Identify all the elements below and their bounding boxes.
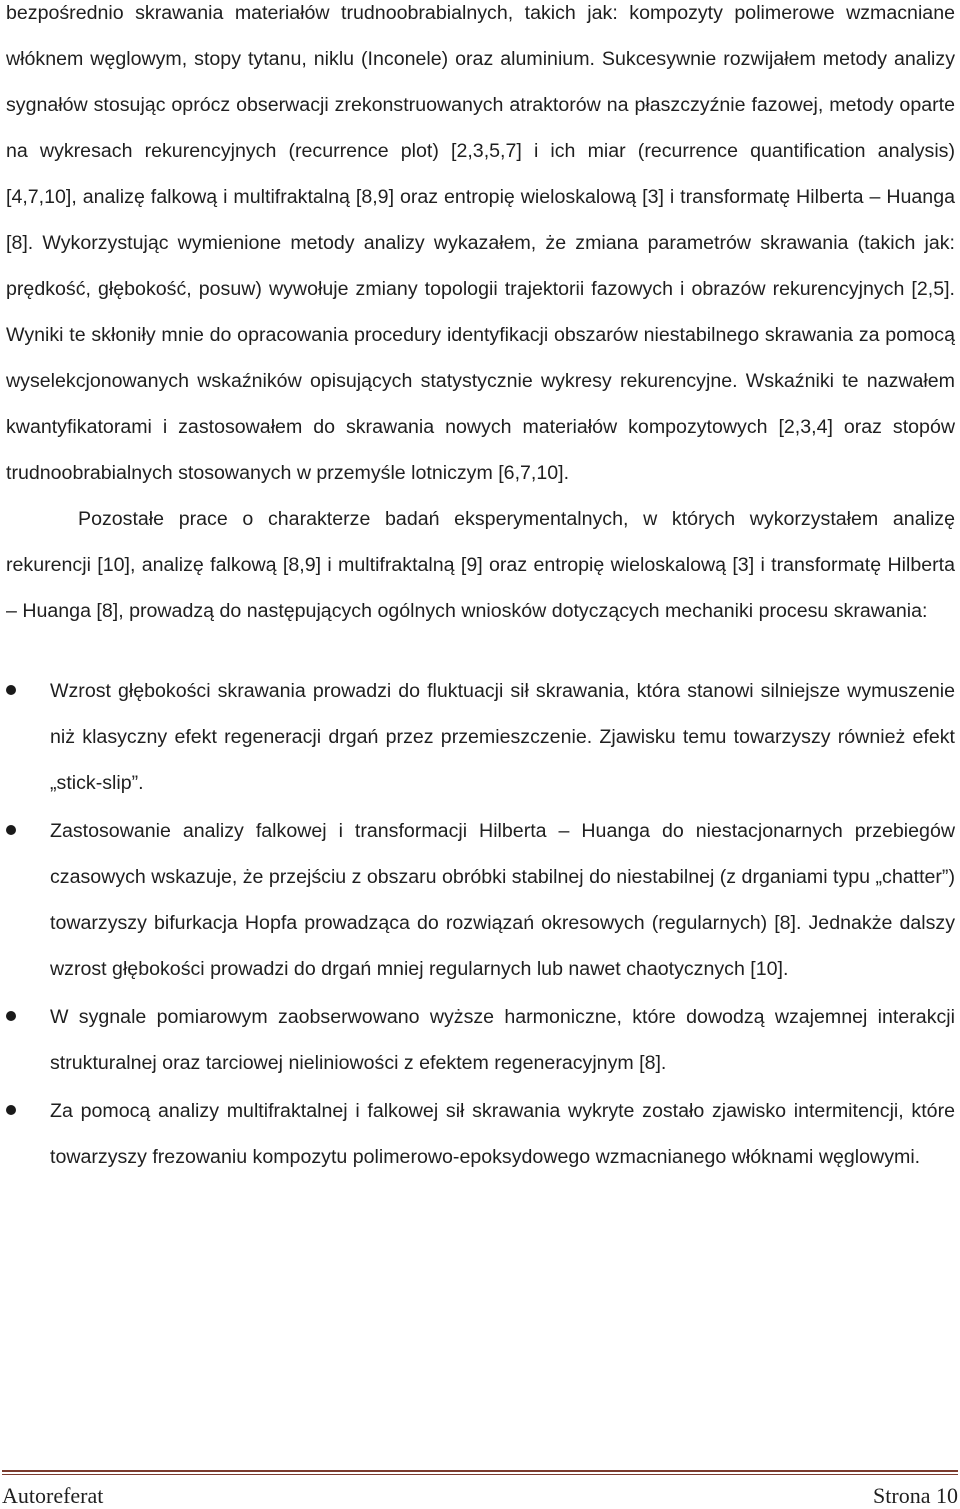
bullet-dot-icon [6, 1105, 16, 1115]
footer-rule-thin [2, 1474, 958, 1475]
paragraph-methods: bezpośrednio skrawania materiałów trudnoobrabialnych, takich jak: kompozyty polimerowe wzmacniane włóknem węglowym, stopy tytanu, niklu (Inconele) oraz aluminium. Sukcesywnie rozwijałem metody analizy sygnałów stosując oprócz obserwacji zrekonstruowanych atraktorów na płaszczyźnie fazowej, metody oparte na wykresach rekurencyjnych (recurrence plot) [2,3,5,7] i ich miar (recurrence quantification analysis) [4,7,10], analizę falkową i multifraktalną [8,9] oraz entropię wieloskalową [3] i transformatę Hilberta – Huanga [8]. Wykorzystując wymienione metody analizy wykazałem, że zmiana parametrów skrawania (takich jak: prędkość, głębokość, posuw) wywołuje zmiany topologii trajektorii fazowych i obrazów rekurencyjnych [2,5]. Wyniki te skłoniły mnie do opracowania procedury identyfikacji obszarów niestabilnego skrawania za pomocą wyselekcjonowanych wskaźników opisujących statystycznie wykresy rekurencyjne. Wskaźniki te nazwałem kwantyfikatorami i zastosowałem do skrawania nowych materiałów kompozytowych [2,3,4] oraz stopów trudnoobrabialnych stosowanych w przemyśle lotniczym [6,7,10]. [6, 2, 955, 484]
bullet-dot-icon [6, 1011, 16, 1021]
page-footer [2, 1470, 958, 1509]
list-item-text: W sygnale pomiarowym zaobserwowano wyższe harmoniczne, które dowodzą wzajemnej interakcji strukturalnej oraz tarciowej nieliniowości z efektem regeneracyjnym [8]. [50, 1006, 955, 1074]
paragraph-conclusions-intro: Pozostałe prace o charakterze badań eksperymentalnych, w których wykorzystałem analizę rekurencji [10], analizę falkową [8,9] i multifraktalną [9] oraz entropię wieloskalową [3] i transformatę Hilberta – Huanga [8], prowadzą do następujących ogólnych wniosków dotyczących mechaniki procesu skrawania: [6, 508, 955, 622]
list-item-text: Zastosowanie analizy falkowej i transformacji Hilberta – Huanga do niestacjonarnych przebiegów czasowych wskazuje, że przejściu z obszaru obróbki stabilnej do niestabilnej (z drganiami typu „chatter”) towarzyszy bifurkacja Hopfa prowadząca do rozwiązań okresowych (regularnych) [8]. Jednakże dalszy wzrost głębokości prowadzi do drgań mniej regularnych lub nawet chaotycznych [10]. [50, 820, 955, 980]
footer-rule-thick [2, 1470, 958, 1472]
footer-row [2, 1483, 958, 1509]
list-item-text: Wzrost głębokości skrawania prowadzi do fluktuacji sił skrawania, która stanowi silniejsze wymuszenie niż klasyczny efekt regeneracji drgań przez przemieszczenie. Zjawisku temu towarzyszy również efekt „stick-slip”. [50, 680, 955, 794]
bullet-dot-icon [6, 825, 16, 835]
list-item [6, 1088, 955, 1180]
footer-page-number: Strona 10 [873, 1483, 958, 1508]
bullet-dot-icon [6, 685, 16, 695]
document-body [6, 0, 955, 1182]
list-item [6, 994, 955, 1086]
list-item [6, 808, 955, 992]
list-item-text: Za pomocą analizy multifraktalnej i falkowej sił skrawania wykryte zostało zjawisko intermitencji, które towarzyszy frezowaniu kompozytu polimerowo-epoksydowego wzmacnianego włóknami węglowymi. [50, 1100, 955, 1168]
conclusions-list [6, 668, 955, 1180]
list-item [6, 668, 955, 806]
footer-document-title: Autoreferat [2, 1483, 104, 1508]
